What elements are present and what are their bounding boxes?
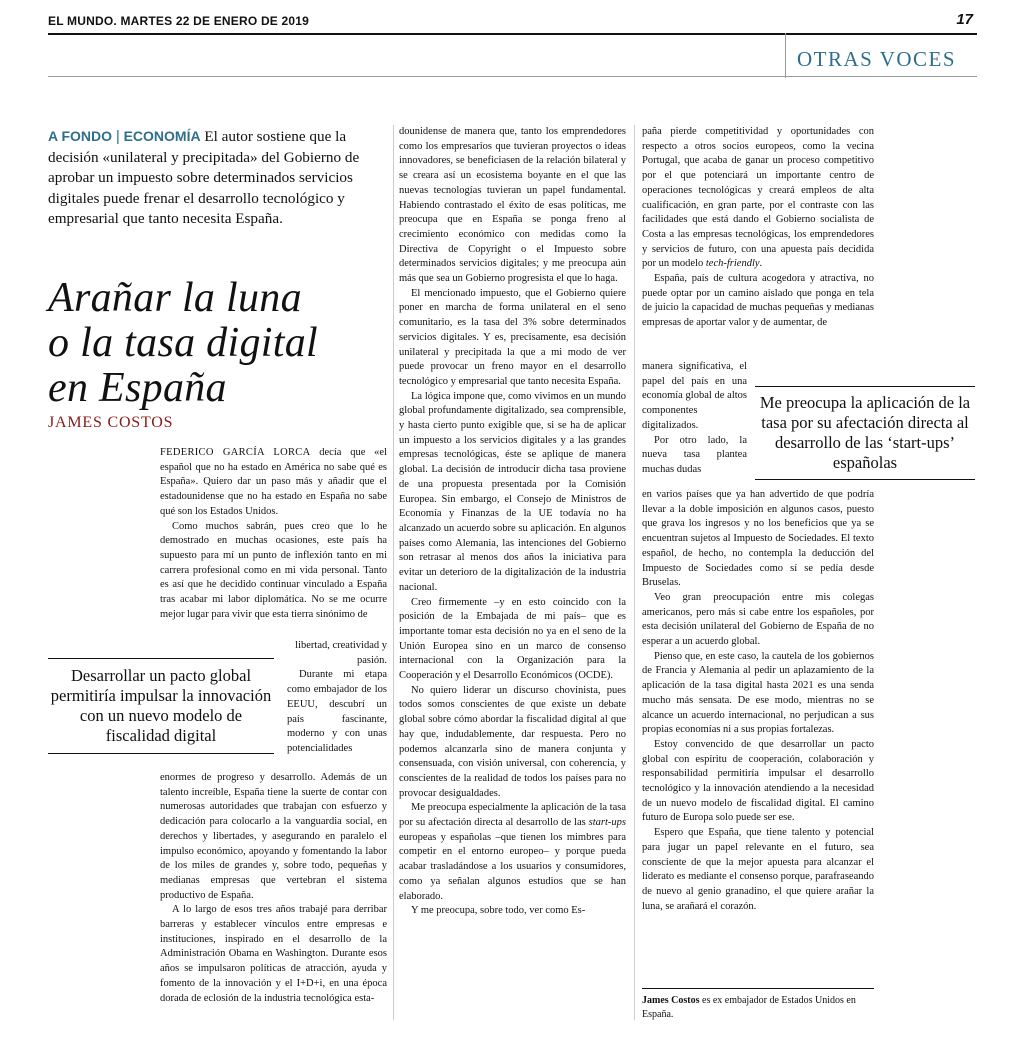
lead-text: El autor sostiene que la decisión «unilateral y precipitada» del Gobierno de aprobar un impuesto sobre determinados servicios digitales puede frenar el desarrollo tecnológico y empresarial que tanto necesita España. [48,128,360,227]
headline-line-3: en España [48,365,227,411]
col2-p6-italic: start-ups [588,817,626,829]
credit-text: es ex embajador de Estados Unidos en España. [642,995,856,1020]
col2-paragraph-1: dounidense de manera que, tanto los emprendedores como los empresarios que tuvieran proyectos o ideas innovadores, se beneficiasen de la relación bilateral y se creara así un ecosistema boyante en el que las nuevas tecnologías tuvieran un papel fundamental. Habiendo contrastado el éxito de esas políticas, me preocupa que en España se ponga freno al crecimiento económico con medidas como la Directiva de Copyright o el Impuesto sobre determinados servicios digitales; y me preocupa aún más que sea un Gobierno progresista el que lo haga. [399,126,626,285]
column-3-bottom [642,488,874,914]
col3-paragraph-2b: manera significativa, el papel del país en una economía global de altos componentes digitalizados. [642,361,747,431]
col3-p1-text-a: paña pierde competitividad y oportunidades con respecto a otros socios europeos, como la vecina Portugal, que acaba de ganar un proceso competitivo por el que potenciará un importante centro de operaciones tecnológicas y creará empleos de alta cualificación, en gran parte, por el contraste con las facilidades que está dando el Gobierno socialista de Costa a las empresas tecnológicas, los emprendedores y servicios de futuro, con una apuesta país decidida por un modelo [642,126,874,270]
col2-p6-text-a: Me preocupa especialmente la aplicación de la tasa por su afectación directa al desarrollo de las [399,802,626,829]
col3-wrap [642,360,747,478]
col2-p6-text-b: europeas y españolas –que tienen los mimbres para competir en el entorno europeo– y porque pueda acabar trasladándose a los usuarios y consumidores, como ya señalan algunos estudios que se han elaborado. [399,831,626,902]
lead-category: ECONOMÍA [123,128,201,144]
col3-paragraph-6: Estoy convencido de que desarrollar un pacto global con espíritu de cooperación, colaboración y responsabilidad permitiría impulsar el desarrollo tecnológico y la innovación atendiendo a la necesidad de un nuevo modelo de fiscalidad digital. El camino futuro de Europa solo puede ser ese. [642,738,874,824]
col1-paragraph-1 [160,446,387,520]
lead-tag: A FONDO [48,128,113,144]
col3-paragraph-2: España, país de cultura acogedora y atractiva, no puede optar por un camino aislado que ponga en tela de juicio la capacidad de muchas pequeñas y medianas empresas de aportar valor y de aumentar, de [642,273,874,329]
pull-quote-right: Me preocupa la aplicación de la tasa por su afectación directa al desarrollo de las ‘start-ups’ españolas [755,386,975,480]
headline [48,276,388,411]
pull-quote-left: Desarrollar un pacto global permitiría impulsar la innovación con un nuevo modelo de fiscalidad digital [48,658,274,754]
col3-paragraph-4: Veo gran preocupación entre mis colegas americanos, pero más si cabe entre los españoles, por esta decisión unilateral del Gobierno de España de no esperar a un acuerdo global. [642,591,874,648]
headline-line-2: o la tasa digital [48,320,318,366]
col2-paragraph-6 [399,801,626,904]
column-rule-2 [634,125,635,1020]
col2-paragraph-4: Creo firmemente –y en esto coincido con la posición de la Embajada de mi país– que es importante tomar esta decisión no ya en el seno de la Unión Europea sino en un marco de consenso internacional con la Organización para la Cooperación y el Desarrollo Económicos (OCDE). [399,596,626,682]
header-underrule [48,76,977,77]
section-label: OTRAS VOCES [797,47,957,71]
col2-paragraph-7: Y me preocupa, sobre todo, ver como Es- [411,905,586,917]
col3-paragraph-5: Pienso que, en este caso, la cautela de los gobiernos de Francia y Alemania al pedir un aplazamiento de la aplicación de la tasa digital hasta 2021 es una senda mucho más sensata. De ese modo, mientras no se alcance un acuerdo internacional, no perjudican a sus propias economías ni a sus propias fortalezas. [642,650,874,736]
col2-paragraph-3: La lógica impone que, como vivimos en un mundo global profundamente digitalizado, sea comprensible, y hasta cierto punto exigible que, si se ha de aplicar un impuesto a los servicios digitales y a las grandes empresas tecnológicas, éste se aplique de manera global. La decisión de introducir dicha tasa proviene de una propuesta presentada por la Comisión Europea. Sin embargo, el Consejo de Ministros de Economía y Finanzas de la UE todavía no ha alcanzado un acuerdo sobre su aplicación. En algunos países como Alemania, las intenciones del Gobierno son retrasar al menos dos años la iniciativa para evitar un deterioro de la digitalización de la industria nacional. [399,390,626,593]
credit-name: James Costos [642,995,700,1006]
col1-paragraph-3a: Durante mi etapa como embajador de los EEUU, descubrí un país fascinante, moderno y con unas potencialidades [287,669,387,754]
col2-paragraph-2: El mencionado impuesto, que el Gobierno quiere poner en marcha de forma unilateral en el seno comunitario, es la tasa del 3% sobre determinados servicios digitales. Y es, precisamente, esa decisión unilateral y precipitada la que a mi modo de ver puede provocar un freno mayor en el desarrollo tecnológico y empresarial que tanto necesita España. [399,287,626,387]
lead-summary [48,126,378,230]
col1-paragraph-4: A lo largo de esos tres años trabajé para derribar barreras y establecer vínculos entre empresas e instituciones, inspirado en el desarrollo de la Administración Obama en Washington. Durante esos años se impulsaron políticas de atracción, ayuda y fomento de la innovación y el I+D+i, en una época dorada de eclosión de la industria tecnológica esta- [160,904,387,1004]
column-1-bottom [160,771,387,1006]
masthead-date: EL MUNDO. MARTES 22 DE ENERO DE 2019 [48,14,310,28]
col1-wrap-a [287,639,387,757]
col3-p1-text-b: . [759,258,763,270]
page-number: 17 [956,11,973,28]
column-1-top [160,446,387,622]
credit-rule [642,988,874,989]
col3-paragraph-7: Espero que España, que tiene talento y potencial para jugar un papel relevante en el futuro, sea consciente de que la mejor apuesta para alcanzar el liderato es mediante el consenso porque, parafraseando de nuevo al genio granadino, el que quiere arañar la luna, se arañará el corazón. [642,827,874,912]
author-byline: JAMES COSTOS [48,414,174,431]
headline-line-1: Arañar la luna [48,275,302,321]
column-3-top [642,125,874,331]
column-2 [399,125,626,919]
col1-paragraph-3b: enormes de progreso y desarrollo. Además de un talento increíble, España tiene la suerte de contar con numerosas autoridades que trabajan con esfuerzo y dedicación para colocarlo a la vanguardia social, en derechos y libertades, y asegurando en paralelo el impulso económico, apoyando y fomentando la labor de los miles de grandes y, sobre todo, pequeñas y medianas empresas que vertebran el sistema productivo de España. [160,772,387,901]
col1-paragraph-2b: libertad, creatividad y pasión. [295,640,387,666]
col3-paragraph-1 [642,125,874,272]
col1-p1-text: decía que «el español que no ha estado en América no sabe qué es España». Quiero dar un paso más y añadir que el estadounidense que no ha estado en España no sabe qué son los Estados Unidos. [160,447,387,517]
column-rule-1 [393,125,394,1020]
col3-paragraph-3a: Por otro lado, la nueva tasa plantea muchas dudas [642,434,747,475]
lead-separator: | [115,128,120,145]
col3-paragraph-3b: en varios países que ya han advertido de que podría llevar a la doble imposición en algunos casos, puesto que grava los ingresos y no los beneficios que ya se encuentran sujetos al Impuesto de Sociedades. El texto español, de hecho, no contempla la deducción del Impuesto de Sociedades como sí se pedía desde Bruselas. [642,489,874,589]
col3-p1-italic: tech-friendly [705,258,760,270]
col1-paragraph-2: Como muchos sabrán, pues creo que lo he demostrado en muchas ocasiones, este país ha supuesto para mí un punto de inflexión tanto en mi carrera profesional como en mi vida personal. Tanto es así que he decidido continuar vinculado a España tras acabar mi labor diplomática. No se me ocurre mejor lugar para vivir que esta tierra sinónimo de [160,520,387,620]
col2-paragraph-5: No quiero liderar un discurso chovinista, pues todos somos conscientes de que existe un debate global sobre cómo abordar la fiscalidad digital al que hay que, indudablemente, dar respuesta. Pero no podemos alcanzarla sino de manera conjunta y consensuada, con visión universal, con coherencia, y conscientes de la realidad de todos los países para no provocar desigualdades. [399,684,626,799]
author-credit [642,994,874,1022]
col1-opening-caps: FEDERICO GARCÍA LORCA [160,447,311,458]
